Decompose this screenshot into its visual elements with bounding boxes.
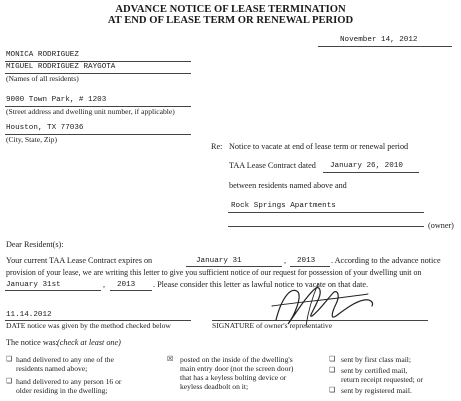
expiration-comma: , (284, 256, 287, 265)
notice-method-heading: The notice was: (6, 338, 58, 347)
city-label: (City, State, Zip) (6, 135, 57, 144)
possession-comma: , (103, 280, 106, 289)
notice-given-date-value[interactable]: 11.14.2012 (6, 311, 52, 319)
city-state-zip[interactable]: Houston, TX 77036 (6, 124, 84, 132)
certified-mail-line1: sent by certified mail, (341, 366, 408, 375)
salutation: Dear Resident(s): (6, 240, 64, 249)
hand-delivered-person-checkbox[interactable]: ❏ (6, 377, 13, 385)
registered-mail-checkbox[interactable]: ❏ (329, 386, 336, 394)
posted-on-door-checkbox[interactable]: ☒ (167, 355, 174, 363)
expiration-date-rule (186, 266, 282, 267)
certified-mail-line2: return receipt requested; or (341, 375, 424, 384)
resident-name-1[interactable]: MONICA RODRIGUEZ (6, 51, 79, 59)
contract-date-rule (323, 172, 419, 173)
street-address[interactable]: 9000 Town Park, # 1203 (6, 96, 107, 104)
first-class-mail-label: sent by first class mail; (341, 355, 412, 364)
re-label: Re: (211, 142, 223, 151)
possession-date-rule (5, 290, 101, 291)
expiration-year-value[interactable]: 2013 (297, 257, 316, 265)
posted-on-door-line4: keyless deadbolt on it; (180, 382, 249, 391)
residents-label: (Names of all residents) (6, 74, 79, 83)
possession-date-value[interactable]: January 31st (6, 281, 61, 289)
resident-name-2[interactable]: MIGUEL RODRIGUEZ RAYGOTA (6, 63, 116, 71)
date-rule (318, 46, 452, 47)
contract-dated-label: TAA Lease Contract dated (229, 161, 316, 170)
owner-label: (owner) (428, 221, 454, 230)
document-title-line2: AT END OF LEASE TERM OR RENEWAL PERIOD (107, 15, 354, 26)
body-line1-end: . According to the advance notice (331, 256, 441, 265)
expiration-year-rule (290, 266, 330, 267)
owner-rule-1 (228, 212, 424, 213)
owner-name-value[interactable]: Rock Springs Apartments (231, 202, 336, 210)
hand-delivered-resident-line1: hand delivered to any one of the (16, 355, 114, 364)
notice-date-value[interactable]: November 14, 2012 (340, 36, 418, 44)
first-class-mail-checkbox[interactable]: ❏ (329, 355, 336, 363)
expiration-date-value[interactable]: January 31 (196, 257, 242, 265)
possession-year-value[interactable]: 2013 (117, 281, 136, 289)
signature-label: SIGNATURE of owner's representative (212, 321, 333, 330)
body-line2-text: provision of your lease, we are writing this letter to give you sufficient notice of our request for possession of your dwelling unit on (6, 268, 422, 277)
resident-rule-1 (5, 61, 191, 62)
posted-on-door-line3: that has a keyless bolting device or (180, 373, 287, 382)
hand-delivered-person-line1: hand delivered to any person 16 or (16, 377, 122, 386)
document-title-line1: ADVANCE NOTICE OF LEASE TERMINATION (115, 4, 346, 15)
handwritten-signature[interactable] (268, 276, 380, 332)
hand-delivered-person-line2: older residing in the dwelling; (16, 386, 108, 395)
body-line1-text: Your current TAA Lease Contract expires on (6, 256, 153, 265)
address-label: (Street address and dwelling unit number, if applicable) (6, 107, 175, 116)
registered-mail-label: sent by registered mail. (341, 386, 412, 395)
posted-on-door-line1: posted on the inside of the dwelling's (180, 355, 293, 364)
certified-mail-checkbox[interactable]: ❏ (329, 366, 336, 374)
notice-to-vacate-text: Notice to vacate at end of lease term or renewal period (229, 142, 409, 151)
possession-year-rule (110, 290, 152, 291)
owner-rule-2 (228, 226, 424, 227)
hand-delivered-resident-line2: residents named above; (16, 364, 88, 373)
posted-on-door-line2: main entry door (not the screen door) (180, 364, 294, 373)
between-text: between residents named above and (229, 181, 347, 190)
body-line3-text: . Please consider this letter as lawful notice to vacate on that date. (153, 280, 369, 289)
notice-method-hint: (check at least one) (57, 338, 121, 347)
notice-given-date-label: DATE notice was given by the method checked below (6, 321, 171, 330)
contract-date-value[interactable]: January 26, 2010 (330, 162, 403, 170)
hand-delivered-resident-checkbox[interactable]: ❏ (6, 355, 13, 363)
